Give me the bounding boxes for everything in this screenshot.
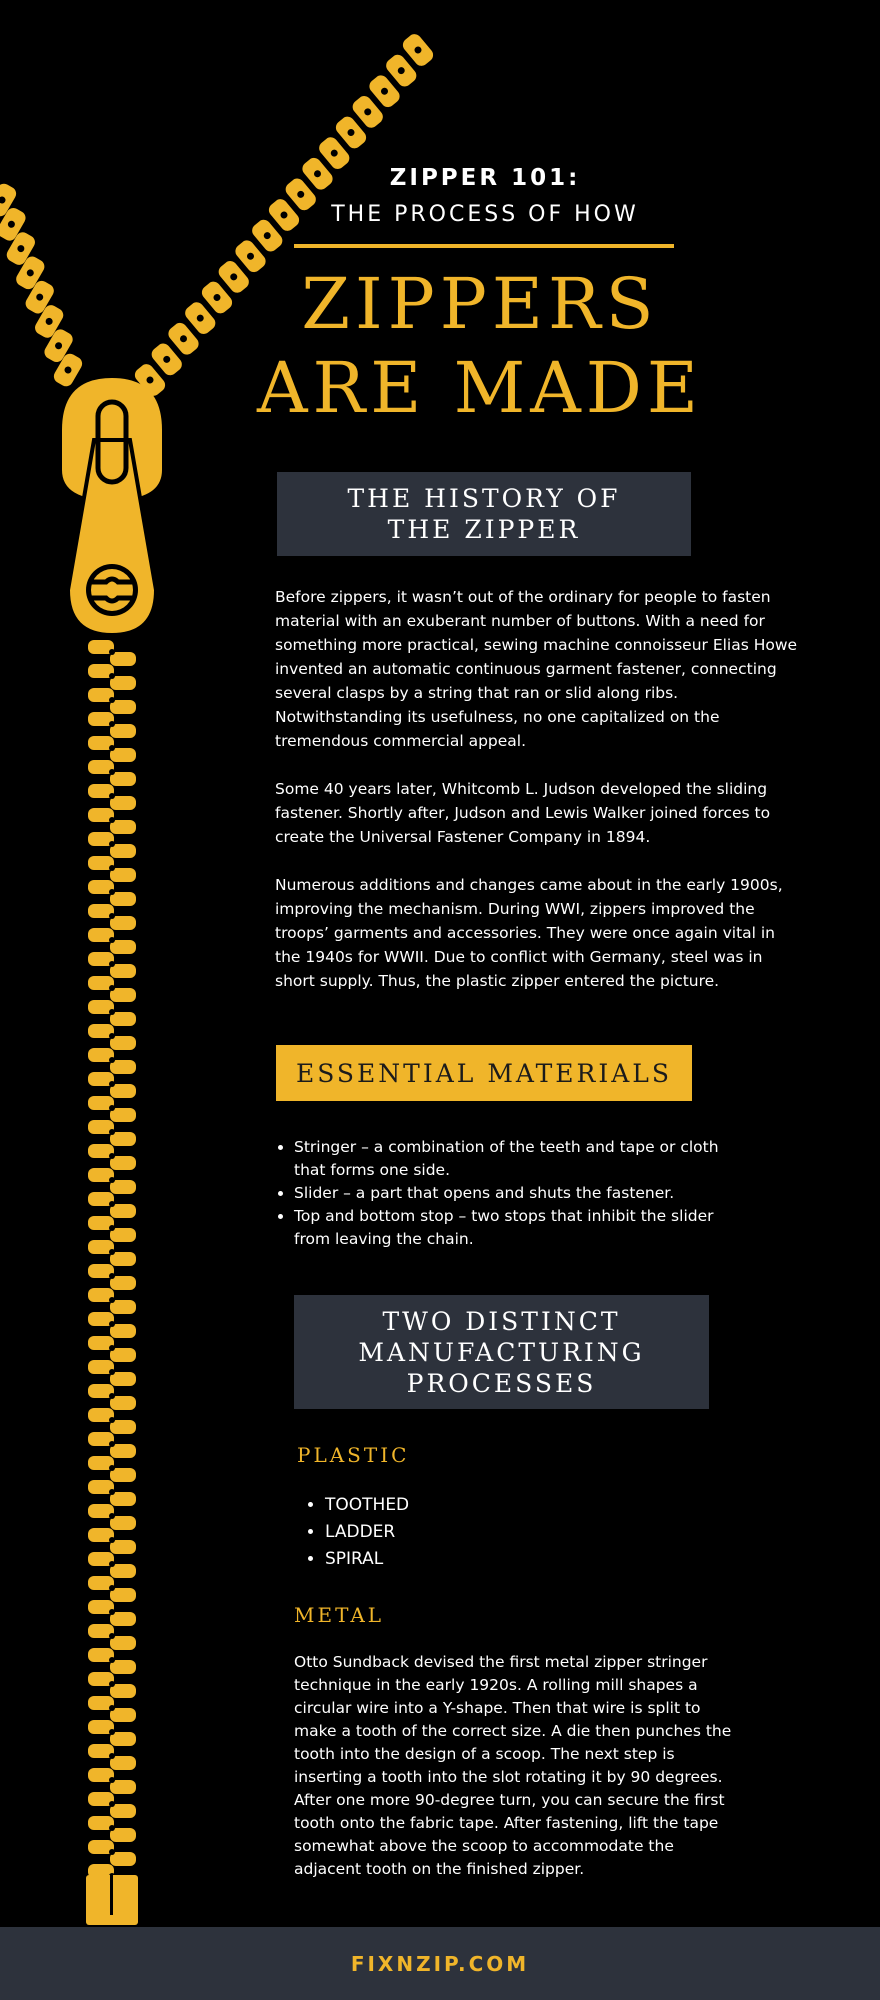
title-kicker: ZIPPER 101: <box>389 165 581 191</box>
zipper-gap <box>109 1369 115 1375</box>
footer-site-link[interactable]: FIXNZIP.COM <box>350 1951 530 1976</box>
zipper-gap <box>109 1009 115 1015</box>
zipper-gap <box>109 1153 115 1159</box>
zipper-gap <box>109 1249 115 1255</box>
zipper-gap <box>109 1129 115 1135</box>
zipper-gap <box>109 1441 115 1447</box>
materials-heading-box <box>276 1045 692 1101</box>
history-heading-line-1: THE HISTORY OF <box>347 484 621 513</box>
zipper-gap <box>109 961 115 967</box>
title-divider <box>294 244 674 248</box>
zipper-gap <box>109 1849 115 1855</box>
zipper-gap <box>109 1561 115 1567</box>
zipper-gap <box>109 721 115 727</box>
zipper-gap <box>109 1825 115 1831</box>
list-item: • Top and bottom stop – two stops that inhibit the slider from leaving the chain. <box>294 1205 754 1251</box>
zipper-gap <box>109 1513 115 1519</box>
zipper-gap <box>109 1321 115 1327</box>
zipper-gap <box>109 985 115 991</box>
materials-list <box>275 1136 754 1251</box>
zipper-gap <box>109 745 115 751</box>
processes-heading-line-1: TWO DISTINCT <box>382 1306 621 1336</box>
zipper-gap <box>109 1753 115 1759</box>
zipper-gap <box>109 697 115 703</box>
metal-heading: METAL <box>294 1603 385 1627</box>
zipper-gap <box>109 1033 115 1039</box>
zipper-gap <box>109 1777 115 1783</box>
zipper-gap <box>109 1393 115 1399</box>
materials-heading: ESSENTIAL MATERIALS <box>295 1058 673 1088</box>
zipper-gap <box>109 1345 115 1351</box>
list-item: • TOOTHED <box>325 1492 409 1519</box>
zipper-gap <box>109 1273 115 1279</box>
page-title-line-2: ARE MADE <box>256 347 704 429</box>
zipper-gap <box>109 1681 115 1687</box>
zipper-gap <box>109 1609 115 1615</box>
zipper-gap <box>109 769 115 775</box>
zipper-gap <box>109 841 115 847</box>
zipper-gap <box>109 1657 115 1663</box>
zipper-gap <box>109 1201 115 1207</box>
zipper-gap <box>109 1465 115 1471</box>
zipper-bottom-stop-slit <box>110 1875 113 1915</box>
list-item: • SPIRAL <box>325 1546 409 1573</box>
zipper-gap <box>109 649 115 655</box>
history-heading-line-2: THE ZIPPER <box>387 515 581 544</box>
zipper-pull-emblem-ring <box>91 569 133 611</box>
zipper-gap <box>109 1633 115 1639</box>
list-item: • Stringer – a combination of the teeth and tape or cloth that forms one side. <box>294 1136 754 1182</box>
zipper-gap <box>109 1225 115 1231</box>
zipper-gap <box>109 1081 115 1087</box>
history-paragraph-3: Numerous additions and changes came about in the early 1900s, improving the mechanism. During WWI, zippers improved the troops’ garments and accessories. They were once again vital in the 1940s for WWII. Due to conflict with Germany, steel was in short supply. Thus, the plastic zipper entered the picture. <box>275 876 783 990</box>
zipper-gap <box>109 817 115 823</box>
history-paragraph-2: Some 40 years later, Whitcomb L. Judson developed the sliding fastener. Shortly after, Judson and Lewis Walker joined forces to create the Universal Fastener Company in 1894. <box>275 780 771 846</box>
zipper-gap <box>109 889 115 895</box>
processes-heading-box <box>294 1295 709 1409</box>
zipper-gap <box>109 913 115 919</box>
zipper-gap <box>109 1801 115 1807</box>
zipper-gap <box>109 1729 115 1735</box>
zipper-gap <box>109 673 115 679</box>
zipper-gap <box>109 1705 115 1711</box>
zipper-gap <box>109 1489 115 1495</box>
list-item: • LADDER <box>325 1519 409 1546</box>
metal-paragraph: Otto Sundback devised the first metal zipper stringer technique in the early 1920s. A rolling mill shapes a circular wire into a Y-shape. Then that wire is split to make a tooth of the correct size. A die then punches the tooth into the design of a scoop. The next step is inserting a tooth into the slot rotating it by 90 degrees. After one more 90-degree turn, you can secure the first tooth onto the fabric tape. After fastening, lift the tape somewhat above the scoop to accommodate the adjacent tooth on the finished zipper. <box>294 1653 732 1878</box>
zipper-gap <box>109 793 115 799</box>
zipper-gap <box>109 1177 115 1183</box>
zipper-gap <box>109 1585 115 1591</box>
plastic-types-list <box>305 1492 409 1573</box>
zipper-gap <box>109 1537 115 1543</box>
zipper-gap <box>109 1417 115 1423</box>
footer-bar <box>0 1927 880 2000</box>
page-title <box>230 262 730 430</box>
zipper-gap <box>109 937 115 943</box>
zipper-gap <box>109 1297 115 1303</box>
processes-heading-line-3: PROCESSES <box>406 1368 597 1398</box>
history-heading-box <box>277 472 691 556</box>
zipper-gap <box>109 1105 115 1111</box>
zipper-gap <box>109 1057 115 1063</box>
page-title-line-1: ZIPPERS <box>301 263 659 345</box>
list-item: • Slider – a part that opens and shuts the fastener. <box>294 1182 754 1205</box>
history-paragraph-1: Before zippers, it wasn’t out of the ordinary for people to fasten material with an exuberant number of buttons. With a need for something more practical, sewing machine connoisseur Elias Howe invented an automatic continuous garment fastener, connecting several clasps by a string that ran or slid along ribs. Notwithstanding its usefulness, no one capitalized on the tremendous commercial appeal. <box>275 588 798 750</box>
zipper-gap <box>109 865 115 871</box>
processes-heading-line-2: MANUFACTURING <box>358 1337 645 1367</box>
plastic-heading: PLASTIC <box>297 1443 410 1467</box>
title-subtitle: THE PROCESS OF HOW <box>331 202 639 227</box>
